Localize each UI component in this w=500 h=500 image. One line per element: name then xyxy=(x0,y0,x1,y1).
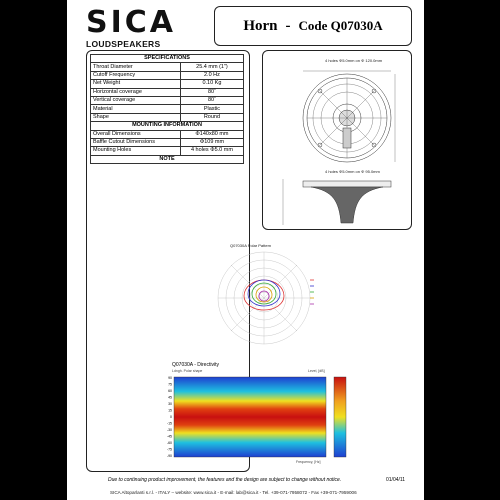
brand-subtitle: LOUDSPEAKERS xyxy=(86,39,161,49)
y-tick-label: -90 xyxy=(166,454,172,458)
polar-pattern-chart xyxy=(214,250,324,350)
table-row xyxy=(91,80,244,88)
specifications-table xyxy=(90,54,244,164)
directivity-heatmap xyxy=(174,377,326,457)
y-tick-label: 75 xyxy=(168,382,172,387)
table-row xyxy=(91,105,244,113)
polar-grid xyxy=(218,252,310,344)
directivity-title: Q07030A - Directivity xyxy=(172,362,219,368)
table-row xyxy=(91,147,244,155)
polar-title: Q07030A Polar Pattern xyxy=(230,243,272,248)
product-code: Code Q07030A xyxy=(298,18,383,33)
specifications-header: SPECIFICATIONS xyxy=(91,55,244,63)
table-row xyxy=(91,138,244,146)
y-tick-label: 60 xyxy=(168,389,172,393)
note-header: NOTE xyxy=(91,155,244,163)
document-date: 01/04/11 xyxy=(386,477,406,483)
spec-label: Throat Diameter xyxy=(91,63,181,71)
spec-value: 80˚ xyxy=(180,96,243,104)
top-hole-label: 4 holes Φ5.0mm on Φ 120.0mm xyxy=(325,58,383,63)
directivity-subtitle: Ldngh. Polar shape xyxy=(172,369,203,373)
mounting-value: Φ109 mm xyxy=(180,138,243,146)
y-tick-label: -60 xyxy=(166,441,172,445)
mounting-header: MOUNTING INFORMATION xyxy=(91,122,244,130)
horn-top-view xyxy=(303,71,395,162)
spec-label: Net Weight xyxy=(91,80,181,88)
spec-value: Round xyxy=(180,113,243,121)
y-tick-label: -75 xyxy=(166,447,172,452)
y-tick-label: 15 xyxy=(168,408,172,413)
spec-label: Cutoff Frequency xyxy=(91,71,181,79)
directivity-color-scale xyxy=(334,377,346,457)
directivity-y-ticks xyxy=(167,376,172,458)
spec-value: 80˚ xyxy=(180,88,243,96)
table-row xyxy=(91,71,244,79)
directivity-level-label: Level, [dB] xyxy=(308,369,325,373)
spec-label: Shape xyxy=(91,113,181,121)
spec-label: Material xyxy=(91,105,181,113)
product-name: Horn xyxy=(243,17,278,34)
table-row xyxy=(91,130,244,138)
mounting-value: 4 holes Φ5.0 mm xyxy=(180,147,243,155)
polar-legend xyxy=(310,280,314,304)
title-dash: - xyxy=(285,17,291,34)
spec-value: 0.10 Kg xyxy=(180,80,243,88)
y-tick-label: -15 xyxy=(166,421,172,426)
drawing-panel xyxy=(262,50,412,230)
footnote: Due to continuing product improvement, the features and the design are subject to change without notice. xyxy=(108,477,342,483)
technical-drawing xyxy=(263,51,411,229)
mounting-label: Mounting Holes xyxy=(91,147,181,155)
title-box xyxy=(214,6,412,46)
y-tick-label: 90 xyxy=(168,376,172,380)
brand-name: SICA xyxy=(86,5,177,40)
brand-logo xyxy=(86,5,177,49)
spec-label: Horizontal coverage xyxy=(91,88,181,96)
bottom-hole-label: 4 holes Φ5.0mm on Φ 95.0mm xyxy=(325,169,380,174)
y-tick-label: -30 xyxy=(166,428,172,432)
y-tick-label: -45 xyxy=(166,434,172,439)
table-row xyxy=(91,96,244,104)
y-tick-label: 45 xyxy=(168,395,172,400)
mounting-value: Φ140x80 mm xyxy=(180,130,243,138)
spec-value: 25.4 mm (1") xyxy=(180,63,243,71)
spec-value: 2.0 Hz xyxy=(180,71,243,79)
table-row xyxy=(91,113,244,121)
spec-value: Plastic xyxy=(180,105,243,113)
contact-footer: SICA Altoparlanti s.r.l. - ITALY – website: www.sica.it - E-mail: lab@sica.it - Tel. +39-071-7958072 - Fax +39-071-7959006 xyxy=(110,490,357,495)
y-tick-label: 30 xyxy=(168,402,172,406)
table-row xyxy=(91,88,244,96)
mounting-label: Overall Dimensions xyxy=(91,130,181,138)
spec-label: Vertical coverage xyxy=(91,96,181,104)
mounting-label: Baffle Cutout Dimensions xyxy=(91,138,181,146)
table-row xyxy=(91,63,244,71)
directivity-map xyxy=(158,373,358,463)
directivity-frequency-label: Frequency, [Hz] xyxy=(296,460,321,464)
y-tick-label: 0 xyxy=(170,415,172,419)
horn-side-view xyxy=(283,179,391,225)
